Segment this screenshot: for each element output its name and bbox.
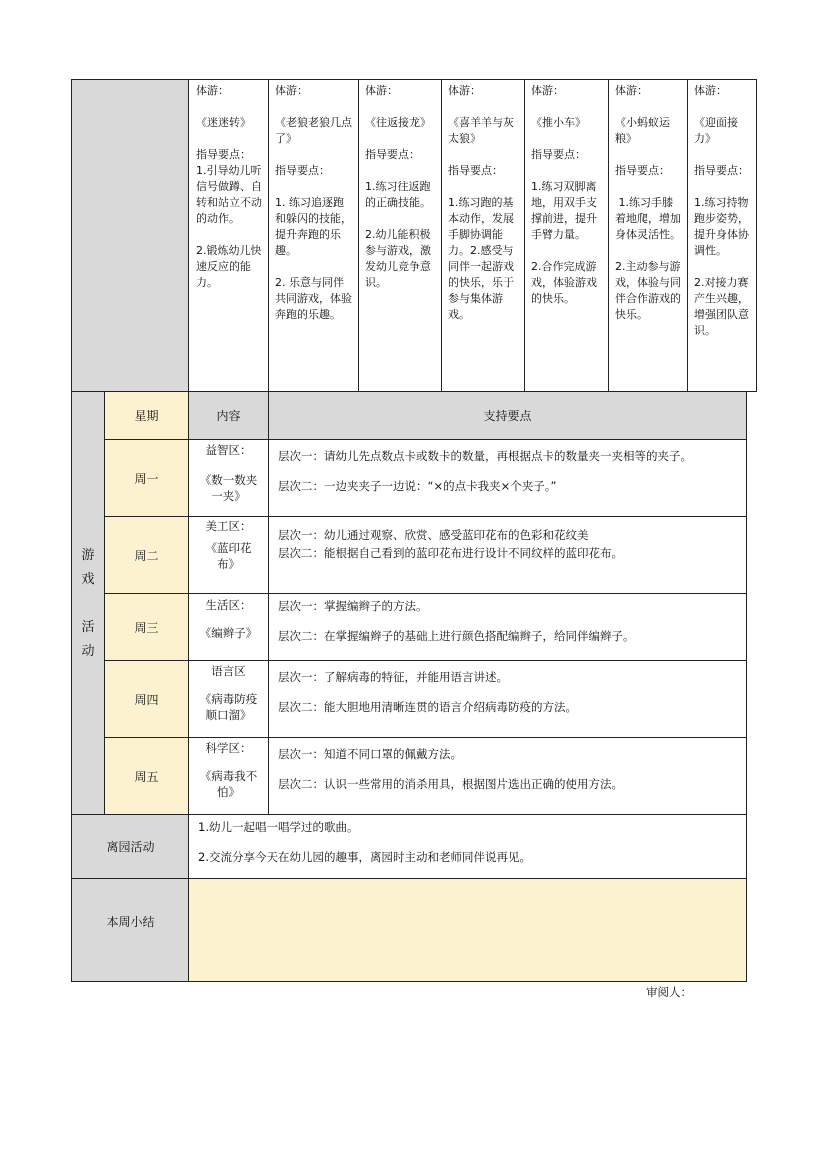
summary-content <box>189 879 747 982</box>
day-tue: 周二 <box>104 517 189 594</box>
day-wed: 周三 <box>104 594 189 661</box>
content-thu-title: 《病毒防疫 顺口溜》 <box>199 692 258 722</box>
rule <box>71 79 72 982</box>
support-wed-level1: 层次一：掌握编辫子的方法。 <box>278 599 428 613</box>
support-tue-level1: 层次一：幼儿通过观察、欣赏、感受蓝印花布的色彩和花纹美 <box>278 528 589 542</box>
pe-activity-3: 体游： 《往返接龙》 指导要点： 1.练习往返跑的正确技能。 2.幼儿能积极参与游戏，激发幼儿竞争意识。 <box>365 84 431 289</box>
pe-left-shade <box>72 80 189 392</box>
support-fri-level2: 层次二：认识一些常用的消杀用具，根据图片选出正确的使用方法。 <box>278 777 623 791</box>
support-mon-level1: 层次一：请幼儿先点数点卡或数卡的数量，再根据点卡的数量夹一夹相等的夹子。 <box>278 449 692 463</box>
rule <box>72 878 747 879</box>
support-tue-level2: 层次二：能根据自己看到的蓝印花布进行设计不同纹样的蓝印花布。 <box>278 546 623 560</box>
rule <box>72 391 757 392</box>
content-tue <box>189 517 268 594</box>
rule <box>72 814 747 815</box>
summary-label: 本周小结 <box>72 879 189 982</box>
leave-item-2: 2.交流分享今天在幼儿园的趣事，离园时主动和老师同伴说再见。 <box>198 850 531 864</box>
leave-content <box>189 815 747 879</box>
content-fri <box>189 738 268 815</box>
rule <box>104 593 747 594</box>
rule <box>188 79 189 982</box>
content-wed <box>189 594 268 661</box>
pe-activity-2: 体游： 《老狼老狼几点了》 指导要点： 1. 练习追逐跑和躲闪的技能，提升奔跑的乐趣。 2. 乐意与同伴共同游戏，体验奔跑的乐趣。 <box>275 84 352 321</box>
content-mon-area: 益智区： <box>205 443 252 457</box>
day-thu: 周四 <box>104 661 189 738</box>
content-thu <box>189 661 268 738</box>
game-section-label-cell <box>72 392 104 815</box>
support-fri <box>268 738 747 815</box>
pe-activity-6: 体游： 《小蚂蚁运粮》 指导要点： 1.练习手膝着地爬，增加身体灵活性。 2.主动参与游戏，体验与同伴合作游戏的快乐。 <box>615 84 681 321</box>
rule <box>104 391 105 815</box>
day-mon: 周一 <box>104 440 189 517</box>
content-thu-area: 语言区 <box>211 664 246 678</box>
header-content: 内容 <box>189 392 268 440</box>
support-wed-level2: 层次二：在掌握编辫子的基础上进行颜色搭配编辫子，给同伴编辫子。 <box>278 629 635 643</box>
content-wed-title: 《编辫子》 <box>199 626 258 640</box>
rule <box>687 79 688 392</box>
pe-activity-4: 体游： 《喜羊羊与灰太狼》 指导要点： 1.练习跑的基本动作，发展手脚协调能力。2.感受与同伴一起游戏的快乐，乐于参与集体游戏。 <box>448 84 514 321</box>
support-fri-level1: 层次一：知道不同口罩的佩戴方法。 <box>278 747 462 761</box>
content-mon-title: 《数一数夹 一夹》 <box>199 473 258 503</box>
content-mon <box>189 440 268 517</box>
rule <box>104 737 747 738</box>
header-day: 星期 <box>104 392 189 440</box>
rule <box>358 79 359 392</box>
content-tue-area: 美工区： <box>205 519 252 533</box>
support-tue <box>268 517 747 594</box>
leave-label: 离园活动 <box>72 815 189 879</box>
rule <box>441 79 442 392</box>
pe-activity-1: 体游： 《迷迷转》 指导要点： 1.引导幼儿听信号做蹲、自转和站立不动的动作。 2.锻炼幼儿快速反应的能力。 <box>196 84 262 289</box>
rule <box>104 516 747 517</box>
pe-activity-7: 体游： 《迎面接力》 指导要点： 1.练习持物跑步姿势，提升身体协调性。 2.对接力赛产生兴趣，增强团队意识。 <box>694 84 749 337</box>
support-thu-level1: 层次一：了解病毒的特征，并能用语言讲述。 <box>278 670 508 684</box>
rule <box>104 660 747 661</box>
leave-item-1: 1.幼儿一起唱一唱学过的歌曲。 <box>198 820 359 834</box>
reviewer-label: 审阅人： <box>646 985 692 999</box>
support-mon <box>268 440 747 517</box>
support-thu <box>268 661 747 738</box>
content-tue-title: 《蓝印花 布》 <box>205 541 252 571</box>
content-fri-title: 《病毒我不 怕》 <box>199 769 258 799</box>
content-fri-area: 科学区： <box>205 741 252 755</box>
rule <box>104 439 747 440</box>
rule <box>608 79 609 392</box>
rule <box>524 79 525 392</box>
content-wed-area: 生活区： <box>205 598 252 612</box>
header-support: 支持要点 <box>268 392 747 440</box>
rule <box>746 391 747 982</box>
support-thu-level2: 层次二：能大胆地用清晰连贯的语言介绍病毒防疫的方法。 <box>278 700 577 714</box>
support-wed <box>268 594 747 661</box>
rule <box>268 79 269 815</box>
rule <box>756 79 757 392</box>
game-section-label: 游 戏 活 动 <box>81 547 95 659</box>
rule <box>72 79 757 80</box>
pe-activity-5: 体游： 《推小车》 指导要点： 1.练习双脚离地，用双手支撑前进，提升手臂力量。 2.合作完成游戏，体验游戏的快乐。 <box>531 84 597 305</box>
support-mon-level2: 层次二：一边夹夹子一边说：“×的点卡我夹×个夹子。” <box>278 479 557 493</box>
day-fri: 周五 <box>104 738 189 815</box>
rule <box>72 981 747 982</box>
